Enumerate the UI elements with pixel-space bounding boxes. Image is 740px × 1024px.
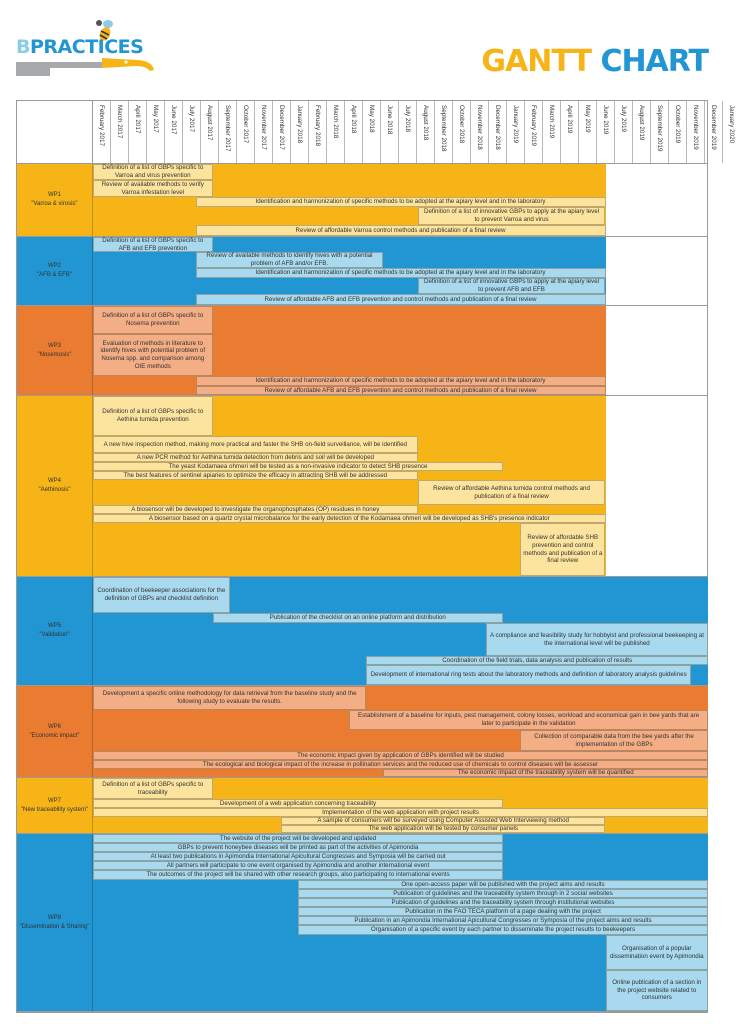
wp-timeline (93, 577, 707, 685)
wp-id: WP5 (47, 623, 61, 629)
task-bar: Definition of a list of innovative GBPs to apply at the apiary level to prevent AFB and EFB (418, 278, 606, 294)
month-label: November 2018 (471, 101, 489, 163)
month-label: January 2019 (507, 101, 525, 163)
work-package-label (17, 396, 93, 576)
task-row (93, 294, 707, 305)
task-row (93, 898, 707, 907)
month-label: April 2019 (561, 101, 579, 163)
task-bar: A sample of consumers will be surveyed using Computer Assisted Web Interviewing method (281, 817, 606, 825)
wp-id: WP2 (47, 263, 61, 269)
work-package-label (17, 834, 93, 1011)
task-row (93, 386, 707, 395)
task-row (93, 880, 707, 889)
month-label: December 2019 (705, 101, 723, 163)
task-row (93, 843, 707, 852)
task-bar: Definition of a list of innovative GBPs to apply at the apiary level to prevent Varroa and virus (418, 207, 606, 225)
wp-id: WP8 (47, 914, 61, 921)
task-bar: The economic impact given by application of GBPs identified will be studied (93, 751, 708, 760)
title-gantt: GANTT (481, 44, 591, 79)
month-label: August 2017 (201, 101, 219, 163)
month-label: September 2018 (435, 101, 453, 163)
month-label: September 2019 (651, 101, 669, 163)
month-label: July 2017 (183, 101, 201, 163)
work-package-label (17, 778, 93, 833)
task-row (93, 925, 707, 935)
month-label: March 2019 (543, 101, 561, 163)
task-row (93, 514, 707, 523)
wp-name: "AFB & EFB" (37, 272, 72, 278)
wp-id: WP3 (47, 342, 61, 349)
month-label: February 2017 (93, 101, 111, 163)
task-bar: Implementation of the web application with project results (93, 808, 708, 817)
task-row (93, 834, 707, 843)
month-label: May 2019 (579, 101, 597, 163)
hive-tool-icon (16, 58, 156, 78)
logo-rest: PRACTICES (29, 36, 144, 58)
task-bar: A new PCR method for Aethina tumida detection from debris and soil will be developed (93, 453, 418, 462)
month-label: December 2018 (489, 101, 507, 163)
month-label: May 2017 (147, 101, 165, 163)
month-label: December 2017 (273, 101, 291, 163)
task-row (93, 462, 707, 471)
month-label: June 2019 (597, 101, 615, 163)
task-row (93, 817, 707, 825)
work-package-wp7 (17, 778, 707, 834)
task-row (93, 623, 707, 656)
month-label: November 2017 (255, 101, 273, 163)
task-row (93, 577, 707, 613)
work-package-label (17, 686, 93, 777)
month-label: January 2020 (728, 105, 735, 144)
task-row (93, 207, 707, 225)
task-bar: Organisation of a specific event by each partner to disseminate the project results to beekeepers (298, 925, 708, 935)
task-row (93, 306, 707, 334)
wp-id: WP6 (47, 723, 61, 730)
task-row (93, 252, 707, 268)
title-chart: CHART (600, 44, 708, 79)
task-bar: The ecological and biological impact of the increase in pollination services and the reduced use of chemicals to control diseases will be assesser (93, 760, 708, 769)
task-bar: Review of available methods to identify hives with a potential problem of AFB and/or EFB. (196, 252, 384, 268)
task-row (93, 870, 707, 880)
work-package-wp1 (17, 164, 707, 237)
task-row (93, 436, 707, 453)
task-row (93, 268, 707, 278)
bpractices-logo (16, 16, 161, 80)
month-label: October 2018 (453, 101, 471, 163)
header-corner (17, 101, 93, 163)
task-row (93, 164, 707, 180)
task-bar: Review of affordable Aethina tumida control methods and publication of a final review (418, 480, 606, 505)
task-row (93, 396, 707, 436)
task-bar: Definition of a list of GBPs specific to Varroa and virus prevention (93, 164, 213, 180)
task-row (93, 916, 707, 925)
work-package-wp4 (17, 396, 707, 577)
wp-id: WP4 (47, 478, 61, 484)
task-row (93, 825, 707, 833)
task-bar: Collection of comparable data from the bee yards after the implementation of the GBPs (520, 730, 708, 751)
task-row (93, 710, 707, 730)
gantt-body (17, 164, 707, 1012)
task-bar: Review of affordable AFB and EFB prevention and control methods and publication of a final review (196, 294, 606, 305)
task-row (93, 225, 707, 236)
task-row (93, 665, 707, 685)
month-label: February 2019 (525, 101, 543, 163)
task-bar: Definition of a list of GBPs specific to Nosema prevention (93, 306, 213, 334)
task-bar: Development a specific online methodology for data retrieval from the baseline study and the following study to evaluate the results. (93, 686, 366, 710)
wp-name: "Economic impact" (29, 732, 80, 739)
task-bar: One open-access paper will be published with the project aims and results (298, 880, 708, 889)
wp-timeline (93, 834, 707, 1011)
wp-id: WP1 (47, 192, 61, 198)
wp-timeline (93, 306, 707, 395)
task-bar: Identification and harmonization of specific methods to be adopted at the apiary level and in the laboratory (196, 197, 606, 207)
task-bar: Identification and harmonization of specific methods to be adopted at the apiary level and in the laboratory (196, 376, 606, 386)
task-bar: The economic impact of the traceability system will be quantified (383, 769, 708, 777)
wp-id: WP7 (47, 797, 61, 804)
task-bar: The outcomes of the project will be shared with other research groups, also participating to international events (93, 870, 503, 880)
task-row (93, 278, 707, 294)
task-bar: All partners will participate to one event organised by Apimondia and another international event (93, 861, 503, 870)
wp-timeline (93, 164, 707, 236)
month-label: June 2018 (381, 101, 399, 163)
wp-timeline (93, 686, 707, 777)
task-row (93, 480, 707, 505)
task-bar: Development of a web application concerning traceability (93, 799, 503, 808)
month-label: August 2018 (417, 101, 435, 163)
task-bar: Definition of a list of GBPs specific to traceability (93, 778, 213, 799)
task-row (93, 471, 707, 480)
task-bar: A biosensor based on a quartz crystal microbalance for the early detection of the Kodamaea ohmeri will be developed as SHB's presence indicator (93, 514, 606, 523)
month-label: April 2017 (129, 101, 147, 163)
task-row (93, 769, 707, 777)
task-bar: Publication of guidelines and the traceability system through institutional websites (298, 898, 708, 907)
work-package-wp3 (17, 306, 707, 396)
task-row (93, 334, 707, 376)
task-bar: The web application will be tested by consumer panels (281, 825, 606, 833)
gantt-header (17, 101, 735, 164)
task-row (93, 778, 707, 799)
work-package-label (17, 164, 93, 236)
task-row (93, 889, 707, 898)
task-row (93, 861, 707, 870)
month-label: February 2018 (309, 101, 327, 163)
month-label: October 2017 (237, 101, 255, 163)
task-row (93, 730, 707, 751)
task-bar: Review of affordable AFB and EFB prevention and control methods and publication of a final review (196, 386, 606, 395)
task-row (93, 686, 707, 710)
month-label: July 2019 (615, 101, 633, 163)
task-bar: Review of affordable SHB prevention and control methods and publication of a final review (520, 523, 605, 576)
task-bar: The yeast Kodamaea ohmeri will be tested as a non-invasive indicator to detect SHB presence (93, 462, 503, 471)
task-row (93, 907, 707, 916)
month-label: March 2018 (327, 101, 345, 163)
task-row (93, 751, 707, 760)
wp-name: "Varroa & virosis" (31, 201, 78, 207)
page-title (481, 44, 708, 79)
task-bar: Organisation of a popular dissemination event by Apimondia (606, 935, 709, 970)
wp-name: "Validation" (39, 632, 70, 638)
task-bar: Evaluation of methods in literature to identify hives with potential problem of Nosema spp. and comparison among OIE methods (93, 334, 213, 376)
task-bar: Identification and harmonization of specific methods to be adopted at the apiary level and in the laboratory (196, 268, 606, 278)
task-bar: GBPs to prevent honeybee diseases will be printed as part of the activities of Apimondia (93, 843, 503, 852)
task-row (93, 935, 707, 970)
task-bar: Publication of the checklist on an online platform and distribution (213, 613, 503, 623)
task-bar: Review of available methods to verify Varroa infestation level (93, 180, 213, 197)
task-bar: A compliance and feasibility study for hobbyist and professional beekeeping at the international level will be published (486, 623, 708, 656)
month-label: May 2018 (363, 101, 381, 163)
task-row (93, 523, 707, 576)
wp-timeline (93, 237, 707, 305)
work-package-wp2 (17, 237, 707, 306)
month-label: April 2018 (345, 101, 363, 163)
task-bar: The website of the project will be developed and updated (93, 834, 503, 843)
work-package-label (17, 306, 93, 395)
month-columns (93, 101, 740, 163)
wp-name: "Nosemosis" (37, 351, 72, 358)
month-label: November 2019 (687, 101, 705, 163)
work-package-label (17, 237, 93, 305)
task-row (93, 237, 707, 252)
task-bar: At least two publications in Apimondia International Apicultural Congresses and Symposia will be carried out (93, 852, 503, 861)
task-bar: Publication in the FAO TECA platform of a page dealing with the project (298, 907, 708, 916)
task-row (93, 376, 707, 386)
task-bar: Publication of guidelines and the traceability system through in 2 social websites (298, 889, 708, 898)
task-bar: A biosensor will be developed to investigate the organophosphates (OP) residues in honey (93, 505, 418, 514)
task-row (93, 180, 707, 197)
month-label: August 2019 (633, 101, 651, 163)
wp-name: "New traceability system" (20, 806, 89, 813)
logo-text (16, 36, 143, 58)
task-row (93, 656, 707, 665)
task-row (93, 970, 707, 1011)
task-bar: Definition of a list of GBPs specific to Aethina tumida prevention (93, 396, 213, 436)
task-bar: Review of affordable Varroa control methods and publication of a final review (196, 225, 606, 236)
wp-name: "Dissemination & Sharing" (19, 923, 90, 930)
task-row (93, 808, 707, 817)
task-row (93, 505, 707, 514)
wp-name: "Aethinosis" (38, 487, 71, 493)
wp-timeline (93, 396, 707, 576)
wp-timeline (93, 778, 707, 833)
task-row (93, 197, 707, 207)
month-label: January 2018 (291, 101, 309, 163)
task-bar: A new hive inspection method, making more practical and faster the SHB on-field surveillance, will be identified (93, 436, 418, 453)
task-row (93, 799, 707, 808)
gantt-chart (16, 100, 735, 1013)
month-label: September 2017 (219, 101, 237, 163)
task-row (93, 852, 707, 861)
month-label: October 2019 (669, 101, 687, 163)
task-bar: Online publication of a section in the project website related to consumers (606, 970, 709, 1011)
work-package-wp8 (17, 834, 707, 1012)
task-bar: Coordination of beekeeper associations for the definition of GBPs and checklist definition (93, 577, 230, 613)
work-package-label (17, 577, 93, 685)
task-bar: The best features of sentinel apiaries to optimize the efficacy in attracting SHB will be addressed (93, 471, 418, 480)
task-bar: Publication in an Apimondia International Apicultural Congresses or Symposia of the project aims and results (298, 916, 708, 925)
task-row (93, 613, 707, 623)
logo-b: B (16, 36, 30, 58)
task-bar: Development of international ring tests about the laboratory methods and definition of laboratory analysis guidelines (366, 665, 691, 685)
task-bar: Establishment of a baseline for inputs, pest management, colony losses, workload and economical gain in bee yards that are later to participate in the validation (349, 710, 708, 730)
month-label: March 2017 (111, 101, 129, 163)
task-bar: Definition of a list of GBPs specific to AFB and EFB prevention (93, 237, 213, 252)
work-package-wp5 (17, 577, 707, 686)
work-package-wp6 (17, 686, 707, 778)
task-bar: Coordination of the field trials, data analysis and publication of results (366, 656, 708, 665)
task-row (93, 453, 707, 462)
month-label: July 2018 (399, 101, 417, 163)
month-label: June 2017 (165, 101, 183, 163)
task-row (93, 760, 707, 769)
